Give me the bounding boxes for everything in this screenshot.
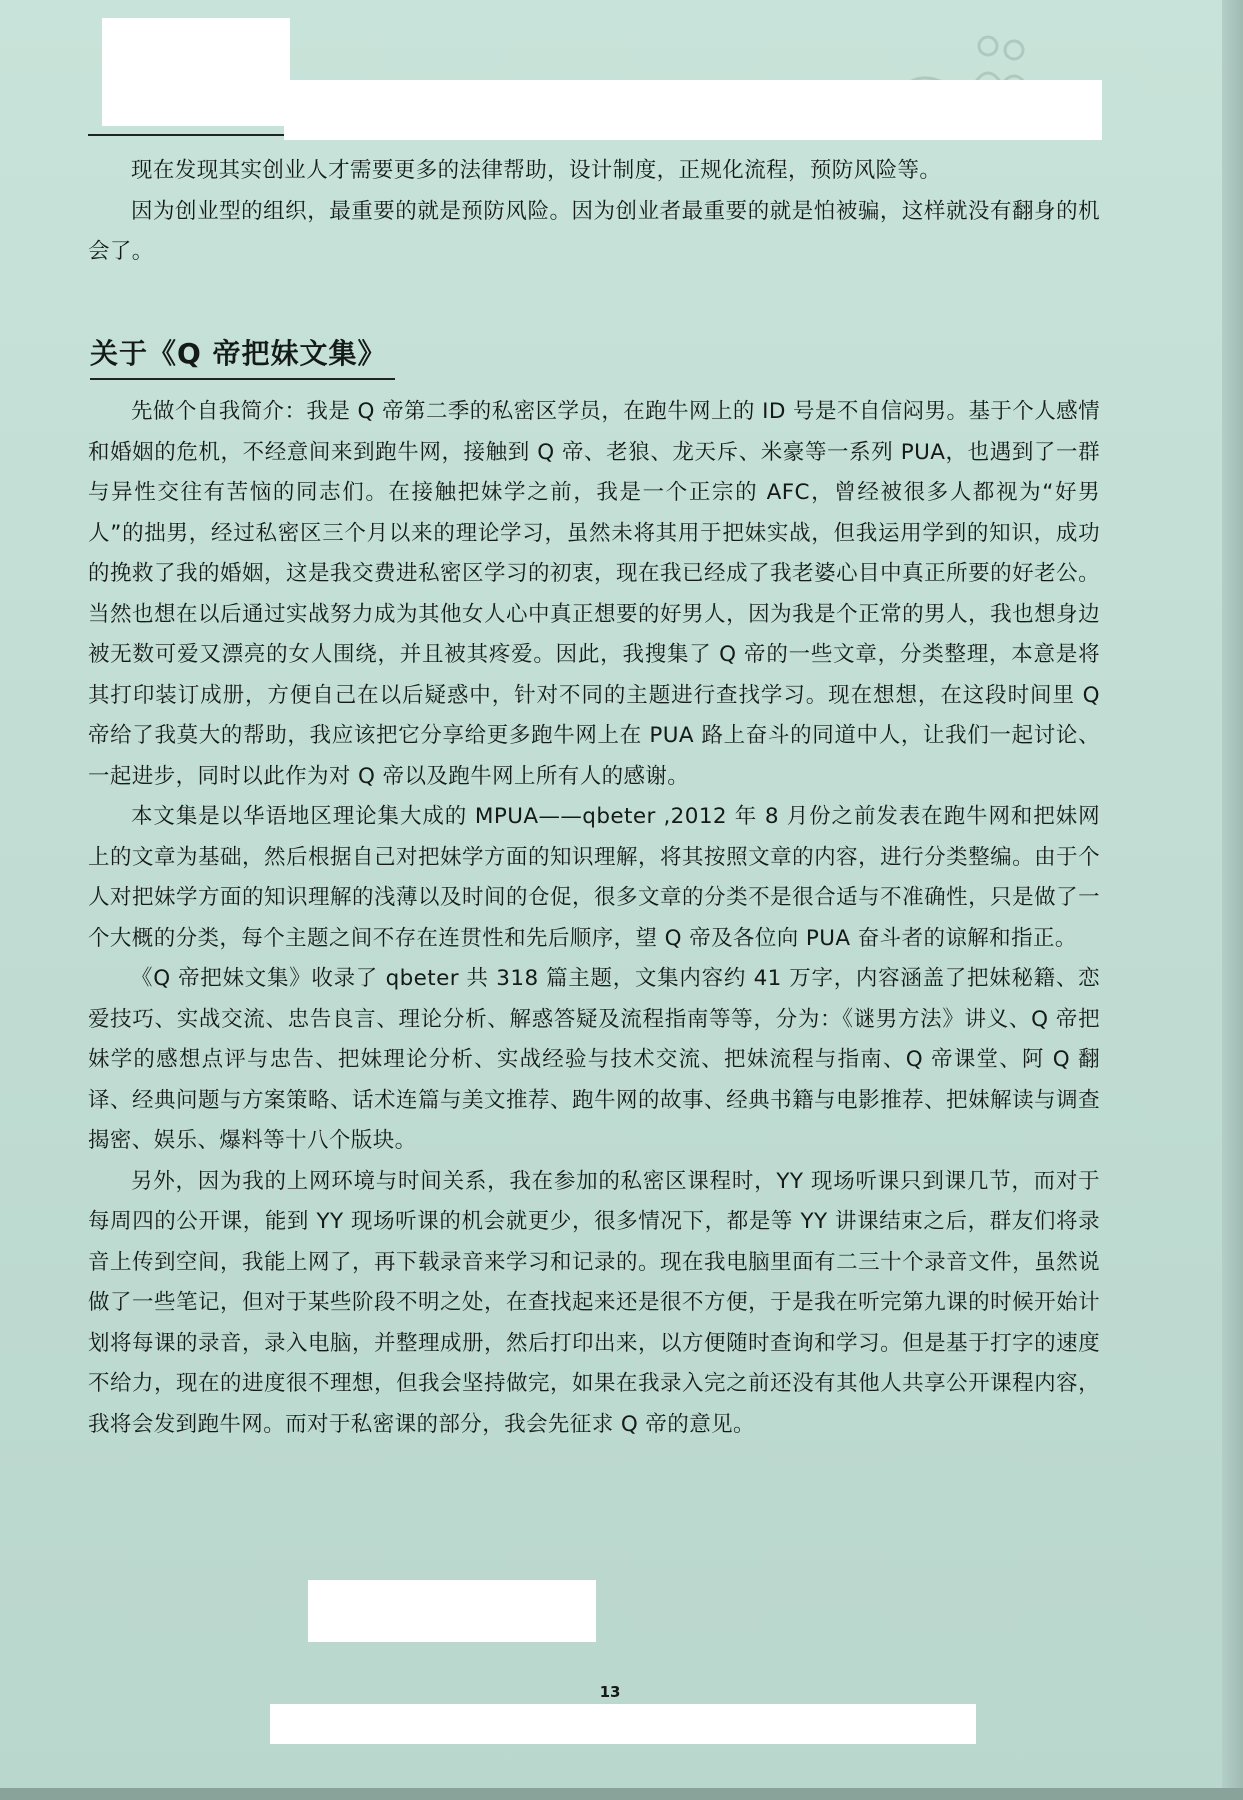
intro-paragraph: 因为创业型的组织，最重要的就是预防风险。因为创业者最重要的就是怕被骗，这样就没有翻身的机会了。: [88, 198, 1100, 264]
redaction-header-left: [102, 18, 290, 126]
body-paragraph: 本文集是以华语地区理论集大成的 MPUA——qbeter ,2012 年 8 月份之前发表在跑牛网和把妹网上的文章为基础，然后根据自己对把妹学方面的知识理解，将其按照文章的内容，进行分类整编。由于个人对把妹学方面的知识理解的浅薄以及时间的仓促，很多文章的分类不是很合适与不准确性，只是做了一个大概的分类，每个主题之间不存在连贯性和先后顺序，望 Q 帝及各位向 PUA 奋斗者的谅解和指正。: [88, 804, 1100, 951]
section-title-underline: [90, 378, 395, 380]
section-title: 关于《Q 帝把妹文集》: [90, 337, 387, 370]
page-edge-bottom: [0, 1788, 1243, 1800]
intro-paragraph: 现在发现其实创业人才需要更多的法律帮助，设计制度，正规化流程，预防风险等。: [131, 158, 942, 183]
section-heading: [90, 332, 395, 380]
page-edge-right: [1222, 0, 1243, 1800]
body-paragraph: 先做个自我简介：我是 Q 帝第二季的私密区学员，在跑牛网上的 ID 号是不自信闷男。基于个人感情和婚姻的危机，不经意间来到跑牛网，接触到 Q 帝、老狼、龙天斥、米豪等一系列 PUA，也遇到了一群与异性交往有苦恼的同志们。在接触把妹学之前，我是一个正宗的 AFC，曾经被很多人都视为“好男人”的拙男，经过私密区三个月以来的理论学习，虽然未将其用于把妹实战，但我运用学到的知识，成功的挽救了我的婚姻，这是我交费进私密区学习的初衷，现在我已经成了我老婆心目中真正所要的好老公。当然也想在以后通过实战努力成为其他女人心中真正想要的好男人，因为我是个正常的男人，我也想身边被无数可爱又漂亮的女人围绕，并且被其疼爱。因此，我搜集了 Q 帝的一些文章，分类整理，本意是将其打印装订成册，方便自己在以后疑惑中，针对不同的主题进行查找学习。现在想想，在这段时间里 Q 帝给了我莫大的帮助，我应该把它分享给更多跑牛网上在 PUA 路上奋斗的同道中人，让我们一起讨论、一起进步，同时以此作为对 Q 帝以及跑牛网上所有人的感谢。: [88, 399, 1100, 789]
header-rule: [88, 134, 284, 136]
redaction-middle: [308, 1580, 596, 1642]
redaction-header-bar: [284, 80, 1102, 140]
intro-text: [88, 151, 1100, 273]
body-paragraph: 《Q 帝把妹文集》收录了 qbeter 共 318 篇主题，文集内容约 41 万字，内容涵盖了把妹秘籍、恋爱技巧、实战交流、忠告良言、理论分析、解惑答疑及流程指南等等，分为：《谜男方法》讲义、Q 帝把妹学的感想点评与忠告、把妹理论分析、实战经验与技术交流、把妹流程与指南、Q 帝课堂、阿 Q 翻译、经典问题与方案策略、话术连篇与美文推荐、跑牛网的故事、经典书籍与电影推荐、把妹解读与调查揭密、娱乐、爆料等十八个版块。: [88, 966, 1100, 1153]
body-paragraph: 另外，因为我的上网环境与时间关系，我在参加的私密区课程时，YY 现场听课只到课几节，而对于每周四的公开课，能到 YY 现场听课的机会就更少，很多情况下，都是等 YY 讲课结束之后，群友们将录音上传到空间，我能上网了，再下载录音来学习和记录的。现在我电脑里面有二三十个录音文件，虽然说做了一些笔记，但对于某些阶段不明之处，在查找起来还是很不方便，于是我在听完第九课的时候开始计划将每课的录音，录入电脑，并整理成册，然后打印出来，以方便随时查询和学习。但是基于打字的速度不给力，现在的进度很不理想，但我会坚持做完，如果在我录入完之前还没有其他人共享公开课程内容，我将会发到跑牛网。而对于私密课的部分，我会先征求 Q 帝的意见。: [88, 1168, 1100, 1437]
section-body: [88, 392, 1100, 1445]
page-number: 13: [599, 1683, 621, 1701]
redaction-footer: [270, 1704, 976, 1744]
